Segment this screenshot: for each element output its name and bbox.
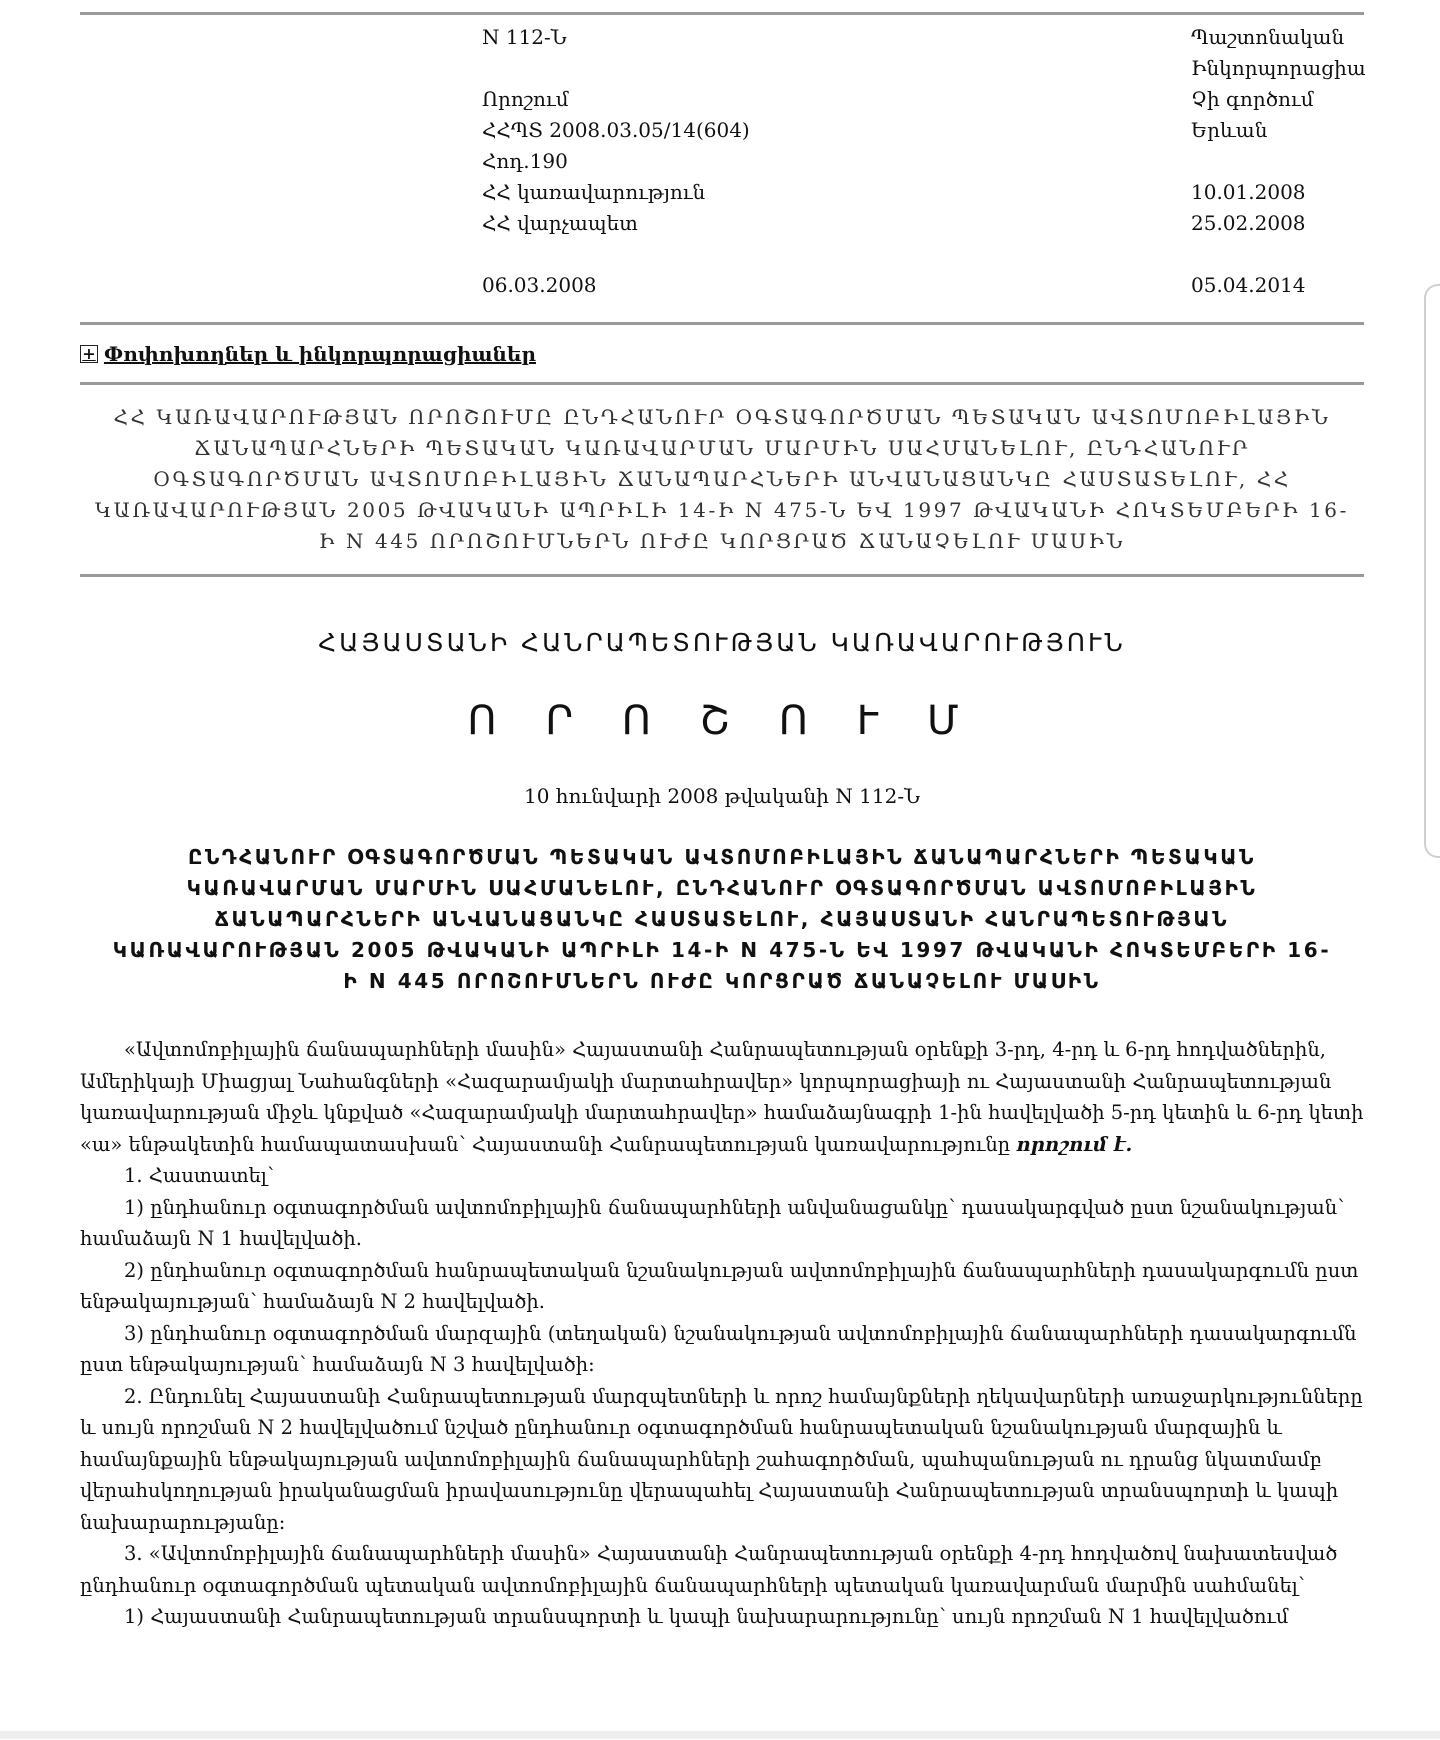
meta-value: 06.03.2008 [482,273,597,297]
bottom-edge [0,1731,1440,1739]
meta-value: ՀՀ վարչապետ [482,211,638,235]
decision-title-line: ԸՆԴՀԱՆՈՒՐ ՕԳՏԱԳՈՐԾՄԱՆ ՊԵՏԱԿԱՆ ԱՎՏՈՄՈԲԻԼԱՅԻՆ ՃԱՆԱՊԱՐՀՆԵՐԻ ՊԵՏԱԿԱՆ [187,845,1257,869]
decision-title [80,842,1364,997]
meta-value: ՀՀ կառավարություն [482,180,706,204]
meta-value: 25.02.2008 [1191,211,1306,235]
header-title-line: ՀՀ ԿԱՌԱՎԱՐՈՒԹՅԱՆ ՈՐՈՇՈՒՄԸ ԸՆԴՀԱՆՈՒՐ ՕԳՏԱԳՈՐԾՄԱՆ ՊԵՏԱԿԱՆ ԱՎՏՈՄՈԲԻԼԱՅԻՆ [113,405,1331,429]
clause-3-1: 1) Հայաստանի Հանրապետության տրանսպորտի և կապի նախարարությունը՝ սույն որոշման N 1 հավելվածում [124,1605,1289,1628]
clause-2: 2. Ընդունել Հայաստանի Հանրապետության մարզպետների և որոշ համայնքների ղեկավարների առաջարկությունները և սույն որոշման N 2 հավելվածում նշված ընդհանուր օգտագործման հանրապետական նշանակության մարզային և համայնքային ենթակայության ավտոմոբիլային ճանապարհների շահագործման, պահպանության ու դրանց նկատմամբ վերահսկողության իրականացման իրավասությունը վերապահել Հայաստանի Հանրապետության տրանսպորտի և կապի նախարարությանը: [80,1384,1363,1534]
decision-heading: Ո Ր Ո Շ Ո Ւ Մ [467,698,977,744]
decision-title-line: Ի N 445 ՈՐՈՇՈՒՄՆԵՐՆ ՈՒԺԸ ԿՈՐՑՐԱԾ ՃԱՆԱՉԵԼՈՒ ՄԱՍԻՆ [343,969,1101,993]
header-title-line: ՃԱՆԱՊԱՐՀՆԵՐԻ ՊԵՏԱԿԱՆ ԿԱՌԱՎԱՐՄԱՆ ՄԱՐՄԻՆ ՍԱՀՄԱՆԵԼՈՒ, ԸՆԴՀԱՆՈՒՐ [194,436,1250,460]
meta-value: 10.01.2008 [1191,180,1306,204]
meta-value: Պաշտոնական [1191,25,1345,49]
changes-divider [80,382,1364,385]
meta-value: N 112-Ն [482,25,567,49]
header-title-line: ԿԱՌԱՎԱՐՈՒԹՅԱՆ 2005 ԹՎԱԿԱՆԻ ԱՊՐԻԼԻ 14-Ի N 475-Ն ԵՎ 1997 ԹՎԱԿԱՆԻ ՀՈԿՏԵՄԲԵՐԻ 16- [94,498,1349,522]
decides-phrase: որոշում է. [1016,1132,1133,1156]
clause-1-1: 1) ընդհանուր օգտագործման ավտոմոբիլային ճանապարհների անվանացանկը՝ դասակարգված ըստ նշանակության՝ համաձայն N 1 հավելվածի. [80,1195,1345,1250]
scrollbar[interactable] [1424,284,1440,858]
meta-value: ՀՀՊՏ 2008.03.05/14(604) [482,118,750,142]
clause-3: 3. «Ավտոմոբիլային ճանապարհների մասին» Հայաստանի Հանրապետության օրենքի 4-րդ հոդվածով նախատեսված ընդհանուր օգտագործման պետական ավտոմոբիլային ճանապարհների պետական կառավարման մարմին սահմանել՝ [80,1542,1338,1597]
document-header-title [80,402,1364,557]
expand-plus-icon[interactable]: + [80,345,98,363]
metadata-table [80,22,1364,322]
meta-divider [80,322,1364,325]
decision-title-line: ՃԱՆԱՊԱՐՀՆԵՐԻ ԱՆՎԱՆԱՑԱՆԿԸ ՀԱՍՏԱՏԵԼՈՒ, ՀԱՅԱՍՏԱՆԻ ՀԱՆՐԱՊԵՏՈՒԹՅԱՆ [214,907,1230,931]
meta-value: 05.04.2014 [1191,273,1306,297]
decision-date: 10 հունվարի 2008 թվականի N 112-Ն [524,784,920,808]
meta-value: Երևան [1191,118,1268,142]
decision-body [80,1034,1364,1633]
meta-value: Որոշում [482,87,569,111]
meta-value: Չի գործում [1191,87,1314,111]
header-title-line: Ի N 445 ՈՐՈՇՈՒՄՆԵՐՆ ՈՒԺԸ ԿՈՐՑՐԱԾ ՃԱՆԱՉԵԼՈՒ ՄԱՍԻՆ [318,529,1126,553]
changes-link[interactable]: Փոփոխողներ և ինկորպորացիաներ [104,342,536,366]
header-title-line: ՕԳՏԱԳՈՐԾՄԱՆ ԱՎՏՈՄՈԲԻԼԱՅԻՆ ՃԱՆԱՊԱՐՀՆԵՐԻ ԱՆՎԱՆԱՑԱՆԿԸ ՀԱՍՏԱՏԵԼՈՒ, ՀՀ [153,467,1291,491]
decision-title-line: ԿԱՌԱՎԱՐՄԱՆ ՄԱՐՄԻՆ ՍԱՀՄԱՆԵԼՈՒ, ԸՆԴՀԱՆՈՒՐ ՕԳՏԱԳՈՐԾՄԱՆ ԱՎՏՈՄՈԲԻԼԱՅԻՆ [186,876,1258,900]
title-divider [80,574,1364,577]
clause-1-3: 3) ընդհանուր օգտագործման մարզային (տեղական) նշանակության ավտոմոբիլային ճանապարհների դասակարգումն ըստ ենթակայության՝ համաձայն N 3 հավելվածի: [80,1321,1357,1376]
government-title: ՀԱՅԱՍՏԱՆԻ ՀԱՆՐԱՊԵՏՈՒԹՅԱՆ ԿԱՌԱՎԱՐՈՒԹՅՈՒՆ [318,628,1126,657]
clause-1-2: 2) ընդհանուր օգտագործման հանրապետական նշանակության ավտոմոբիլային ճանապարհների դասակարգումն ըստ ենթակայության՝ համաձայն N 2 հավելվածի. [80,1258,1359,1313]
meta-value: Հոդ.190 [482,149,568,173]
decision-title-line: ԿԱՌԱՎԱՐՈՒԹՅԱՆ 2005 ԹՎԱԿԱՆԻ ԱՊՐԻԼԻ 14-Ի N 475-Ն ԵՎ 1997 ԹՎԱԿԱՆԻ ՀՈԿՏԵՄԲԵՐԻ 16- [112,938,1332,962]
intro-paragraph [80,1034,1364,1160]
intro-text: «Ավտոմոբիլային ճանապարհների մասին» Հայաստանի Հանրապետության օրենքի 3-րդ, 4-րդ և 6-րդ հոդվածներին, Ամերիկայի Միացյալ Նահանգների «Հազարամյակի մարտահրավեր» կորպորացիայի ու Հայաստանի Հանրապետության կառավարության միջև կնքված «Հազարամյակի մարտահրավեր» համաձայնագրի 1-ին հավելվածի 5-րդ կետին և 6-րդ կետի «ա» ենթակետին համապատասխան՝ Հայաստանի Հանրապետության կառավարությունը [80,1038,1364,1156]
top-divider [80,12,1364,15]
changes-toggle[interactable] [80,342,536,366]
clause-1: 1. Հաստատել՝ [124,1164,274,1187]
meta-value: Ինկորպորացիա [1191,56,1366,80]
